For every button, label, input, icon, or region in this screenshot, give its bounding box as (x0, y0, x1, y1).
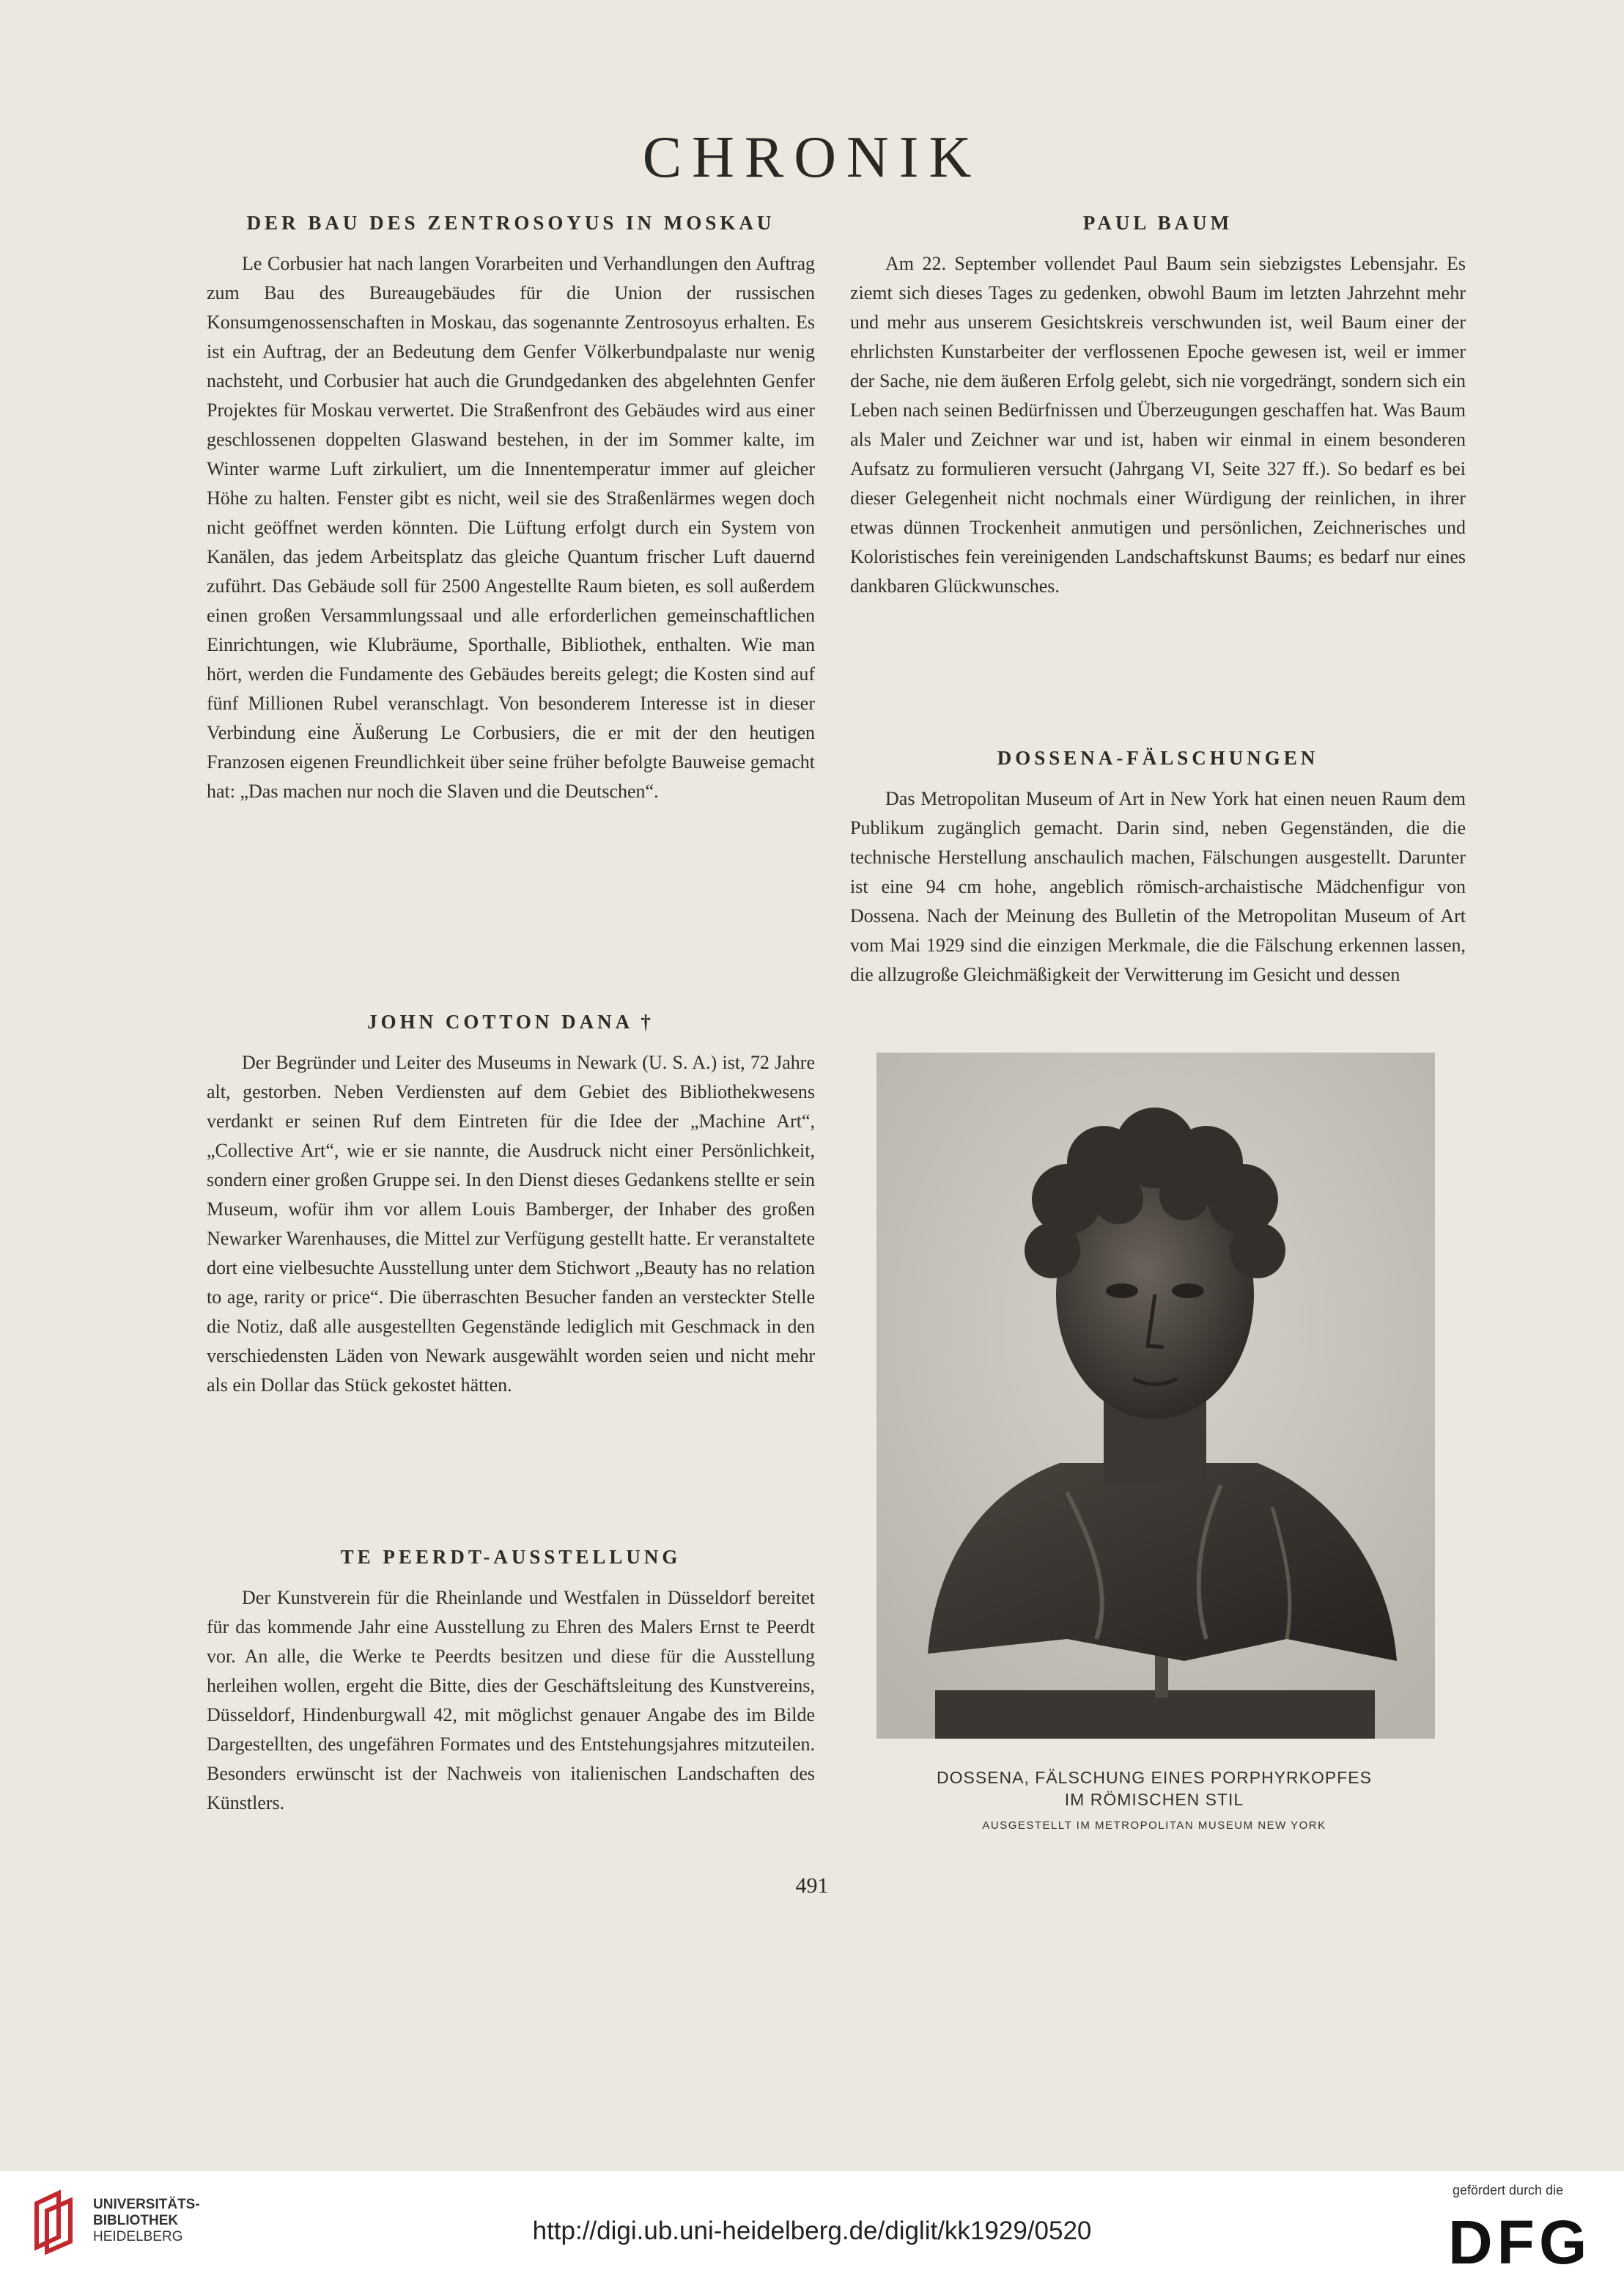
bust-illustration (876, 1053, 1435, 1739)
library-line-3: HEIDELBERG (93, 2229, 183, 2244)
figure-caption (850, 1767, 1458, 1810)
heading-dana: JOHN COTTON DANA † (367, 1011, 654, 1033)
heading-zentrosoyus: DER BAU DES ZENTROSOYUS IN MOSKAU (246, 212, 775, 234)
heading-baum: PAUL BAUM (1082, 212, 1233, 234)
article-dana: Der Begründer und Leiter des Museums in Newark (U. S. A.) ist, 72 Jahre alt, gestorben. Neben Verdiensten auf dem Gebiet des Bibliothekwesens verdankt er seinen Ruf dem Eintreten für die Idee der „Machine Art“, „Collective Art“, wie er sie nannte, die Ausdruck nicht einer Persönlichkeit, sondern einer großen Gruppe sei. In den Dienst dieses Gedankens stellte er sein Museum, wofür ihm vor allem Louis Bamberger, der Inhaber des großen Newarker Warenhauses, die Mittel zur Verfügung gestellt hatte. Er veranstaltete dort eine vielbesuchte Ausstellung unter dem Stichwort „Beauty has no relation to age, rarity or price“. Die überraschten Besucher fanden an versteckter Stelle die Notiz, daß alle ausgestellten Gegenstände lediglich mit Geschmack in den verschiedensten Läden von Newark ausgewählt worden seien und nicht mehr als ein Dollar das Stück gekostet hätten. (207, 1052, 815, 1396)
bust-photograph (876, 1053, 1435, 1739)
permalink-url[interactable]: http://digi.ub.uni-heidelberg.de/diglit/kk1929/0520 (532, 2217, 1092, 2245)
article-peerdt: Der Kunstverein für die Rheinlande und Westfalen in Düsseldorf bereitet für das kommende Jahr eine Ausstellung zu Ehren des Malers Ernst te Peerdt vor. An alle, die Werke te Peerdts besitzen und diese für die Ausstellung herleihen wollen, ergeht die Bitte, dies der Geschäftsleitung des Kunstvereins, Düsseldorf, Hindenburgwall 42, mit möglichst genauer Angabe des im Bilde Dargestellten, des ungefähren Formates und des Entstehungsjahres mitzuteilen. Besonders erwünscht ist der Nachweis von italienischen Landschaften des Künstlers. (207, 1587, 815, 1813)
left-column (207, 213, 815, 1876)
dfg-logo: DFG (1448, 2208, 1592, 2277)
article-baum: Am 22. September vollendet Paul Baum sein siebzigstes Lebensjahr. Es ziemt sich dieses Tages zu gedenken, obwohl Baum im letzten Jahrzehnt mehr und mehr aus unserem Gesichtskreis verschwunden ist, weil Baum einer der ehrlichsten Kunstarbeiter der verflossenen Epoche gewesen ist, weil er immer der Sache, nie dem äußeren Erfolg gelebt, sich nie vorgedrängt, sondern sich ein Leben nach seinen Bedürfnissen und Überzeugungen geschaffen hat. Was Baum als Maler und Zeichner war und ist, haben wir einmal in einem besonderen Aufsatz zu formulieren versucht (Jahrgang VI, Seite 327 ff.). So bedarf es bei dieser Gelegenheit nicht nochmals einer Würdigung der reinlichen, in ihrer etwas dünnen Trockenheit anmutigen und persönlichen, Zeichnerisches und Koloristisches fein vereinigenden Landschaftskunst Baums; es bedarf nur eines dankbaren Glückwunsches. (850, 253, 1466, 597)
caption-line-1: DOSSENA, FÄLSCHUNG EINES PORPHYRKOPFES (937, 1768, 1372, 1787)
caption-line-2: IM RÖMISCHEN STIL (1064, 1790, 1244, 1809)
library-line-2: BIBLIOTHEK (93, 2213, 179, 2228)
article-zentrosoyus: Le Corbusier hat nach langen Vorarbeiten und Verhandlungen den Auftrag zum Bau des Bureaugebäudes für die Union der russischen Konsumgenossenschaften in Moskau, das sogenannte Zentrosoyus erhalten. Es ist ein Auftrag, der an Bedeutung dem Genfer Völkerbundpalaste nur wenig nachsteht, und Corbusier hat auch die Grundgedanken des abgelehnten Genfer Projektes für Moskau verwertet. Die Straßenfront des Gebäudes wird aus einer geschlossenen doppelten Glaswand bestehen, in der im Sommer kalte, im Winter warme Luft zirkuliert, um die Innentemperatur immer auf gleicher Höhe zu halten. Fenster gibt es nicht, weil sie des Straßenlärmes wegen doch nicht geöffnet werden könnten. Die Lüftung erfolgt durch ein System von Kanälen, das jedem Arbeitsplatz das gleiche Quantum frischer Luft dauernd zuführt. Das Gebäude soll für 2500 Angestellte Raum bieten, es soll außerdem einen großen Versammlungssaal und alle erforderlichen gemeinschaftlichen Einrichtungen, wie Klubräume, Sporthalle, Bibliothek, enthalten. Wie man hört, werden die Fundamente des Gebäudes bereits gelegt; die Kosten sind auf fünf Millionen Rubel veranschlagt. Von besonderem Interesse ist in dieser Verbindung eine Äußerung Le Corbusiers, die er mit der den heutigen Franzosen eigenen Freundlichkeit über seine früher befolgte Bauweise gemacht hat: „Das machen nur noch die Slaven und die Deutschen“. (207, 253, 815, 802)
page-title: CHRONIK (642, 125, 982, 190)
heading-peerdt: TE PEERDT-AUSSTELLUNG (340, 1546, 682, 1568)
article-dossena: Das Metropolitan Museum of Art in New York hat einen neuen Raum dem Publikum zugänglich gemacht. Darin sind, neben Gegenständen, die die technische Herstellung anschaulich machen, Fälschungen ausgestellt. Darunter ist eine 94 cm hohe, angeblich römisch-archaistische Mädchenfigur von Dossena. Nach der Meinung des Bulletin of the Metropolitan Museum of Art vom Mai 1929 sind die einzigen Merkmale, die die Fälschung erkennen lassen, die allzugroße Gleichmäßigkeit der Verwitterung im Gesicht und dessen (850, 788, 1466, 985)
right-column (850, 213, 1466, 1048)
funded-by-label: gefördert durch die (1453, 2183, 1564, 2198)
library-line-1: UNIVERSITÄTS- (93, 2197, 200, 2212)
heading-dossena: DOSSENA-FÄLSCHUNGEN (997, 747, 1319, 769)
caption-credit: AUSGESTELLT IM METROPOLITAN MUSEUM NEW YORK (982, 1819, 1326, 1832)
page-number: 491 (795, 1874, 829, 1898)
